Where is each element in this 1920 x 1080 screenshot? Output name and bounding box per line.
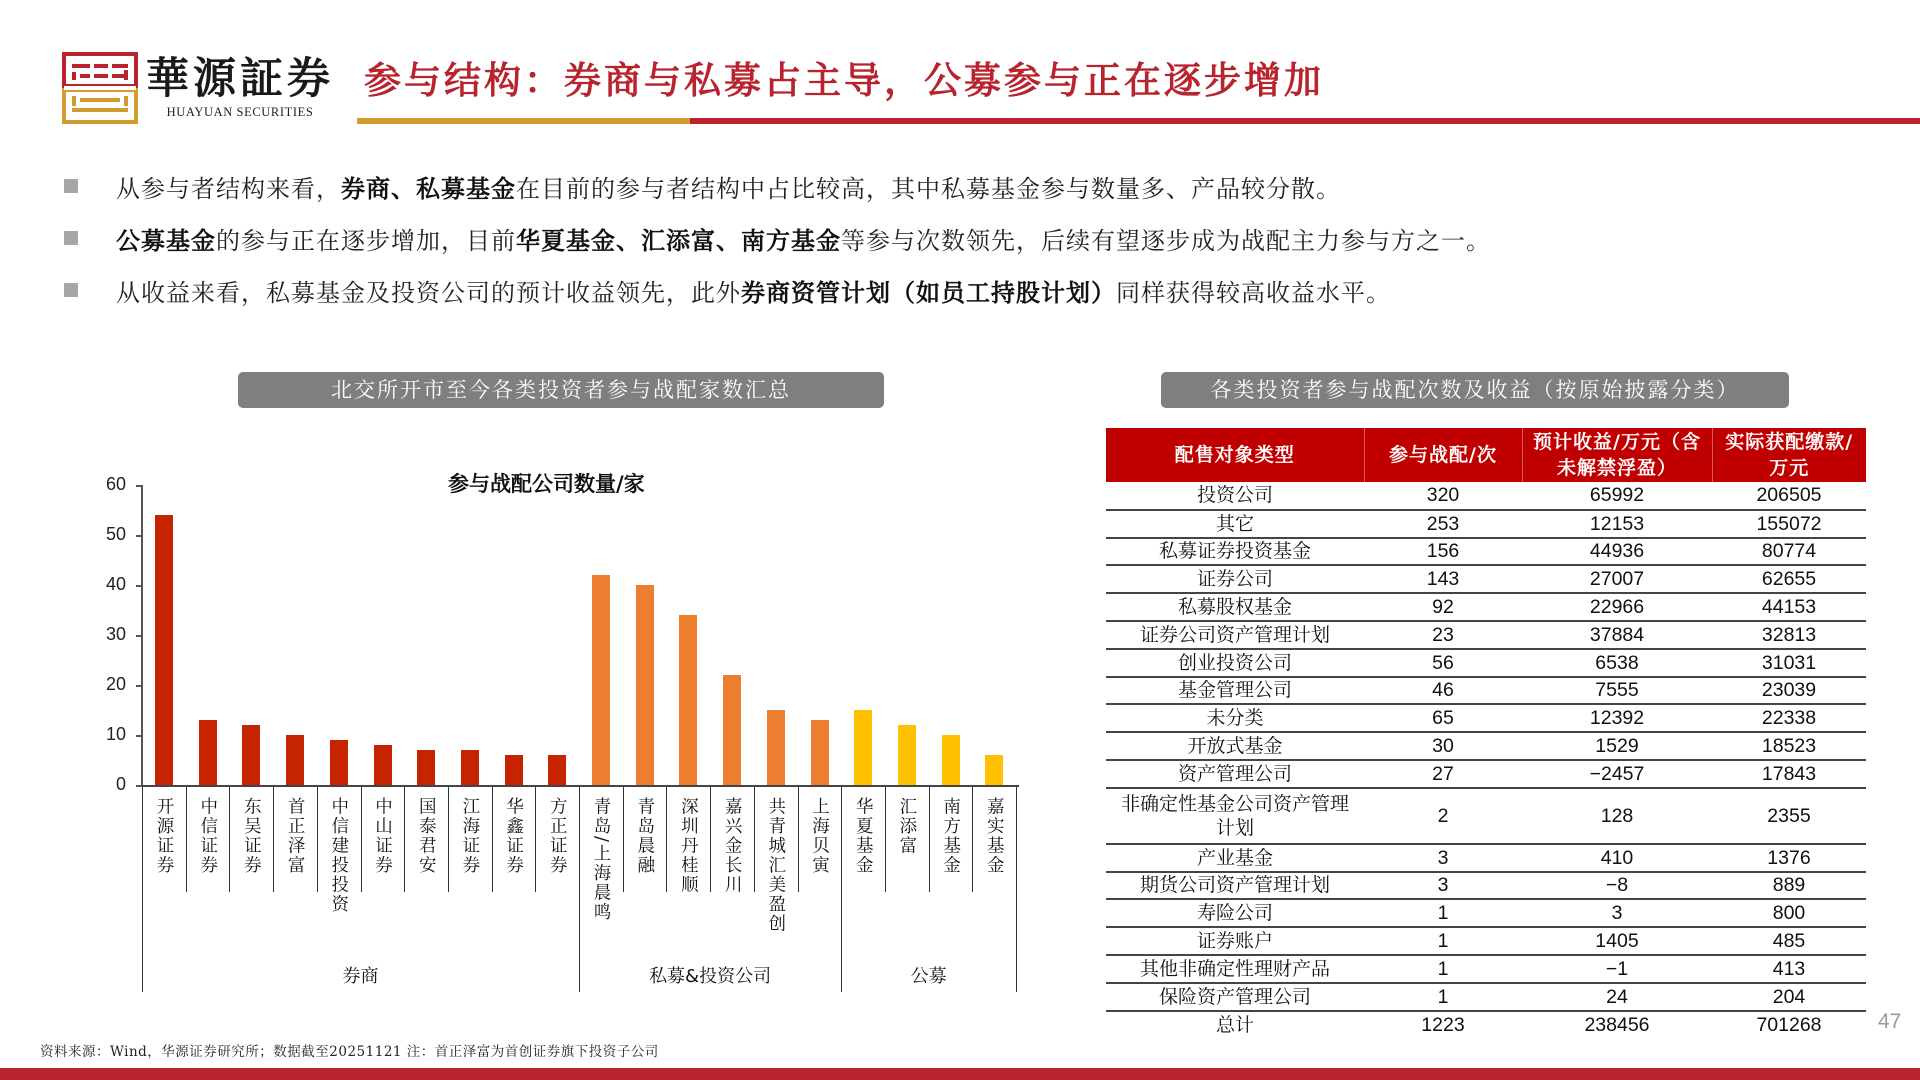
table-row [1106, 621, 1866, 649]
bar [854, 710, 872, 785]
x-category [841, 787, 885, 892]
table-cell: 7555 [1522, 677, 1712, 705]
x-category [448, 787, 492, 892]
table-row [1106, 955, 1866, 983]
x-category [754, 787, 798, 934]
table-cell: 1405 [1522, 927, 1712, 955]
table-cell: 32813 [1712, 621, 1866, 649]
table-cell: 3 [1364, 844, 1522, 872]
x-category [142, 787, 186, 892]
table-cell: 证券公司 [1106, 565, 1364, 593]
bar [417, 750, 435, 785]
group-label: 公募 [910, 966, 947, 987]
column-header: 实际获配缴款/ 万元 [1712, 428, 1866, 482]
bar [374, 745, 392, 785]
x-category [186, 787, 230, 892]
table-row [1106, 565, 1866, 593]
table-cell: 证券公司资产管理计划 [1106, 621, 1364, 649]
table-cell: 12392 [1522, 704, 1712, 732]
table-cell: 非确定性基金公司资产管理计划 [1106, 788, 1364, 844]
x-tick-label: 方正证券 [547, 797, 568, 875]
table-cell: 2 [1364, 788, 1522, 844]
table-row [1106, 1011, 1866, 1039]
bullet-square-icon [64, 231, 78, 245]
table-cell: 其它 [1106, 510, 1364, 538]
bar [811, 720, 829, 785]
x-tick-label: 开源证券 [154, 797, 174, 875]
bar-chart [80, 460, 1020, 1000]
table-cell: 253 [1364, 510, 1522, 538]
table-cell: 总计 [1215, 1013, 1254, 1036]
table-row [1106, 649, 1866, 677]
company-logo-icon [62, 52, 138, 124]
x-tick-label: 中信建投投资 [328, 797, 349, 914]
table-cell: 30 [1364, 732, 1522, 760]
x-tick-label: 国泰君安 [416, 797, 437, 875]
table-cell: 320 [1364, 482, 1522, 510]
table-cell: 80774 [1712, 538, 1866, 566]
x-category [404, 787, 448, 892]
x-category [535, 787, 579, 892]
page-number: 47 [1878, 1010, 1902, 1033]
group-label: 私募&投资公司 [649, 966, 772, 987]
table-row [1106, 593, 1866, 621]
table-cell: 1529 [1522, 732, 1712, 760]
table-cell: 寿险公司 [1106, 899, 1364, 927]
table-cell: 27 [1364, 760, 1522, 788]
table-cell: 24 [1522, 983, 1712, 1011]
table-cell: 1 [1364, 899, 1522, 927]
table-cell: 1 [1364, 983, 1522, 1011]
summary-bullets [64, 160, 1491, 316]
table-row [1106, 677, 1866, 705]
table-cell: 基金管理公司 [1106, 677, 1364, 705]
table-cell: 156 [1364, 538, 1522, 566]
table-cell: 22338 [1712, 704, 1866, 732]
x-category [273, 787, 317, 892]
table-cell: 18523 [1712, 732, 1866, 760]
table-cell: 1223 [1421, 1013, 1465, 1036]
table-cell: 800 [1712, 899, 1866, 927]
table-cell: 485 [1712, 927, 1866, 955]
bar [679, 615, 697, 785]
table-cell: 37884 [1522, 621, 1712, 649]
y-tick-label: 0 [115, 774, 126, 794]
table-cell: 155072 [1712, 510, 1866, 538]
bar [767, 710, 785, 785]
table-cell: 1376 [1712, 844, 1866, 872]
table-cell: 44936 [1522, 538, 1712, 566]
table-row [1106, 760, 1866, 788]
column-header: 预计收益/万元（含 未解禁浮盈） [1522, 428, 1712, 482]
x-category [229, 787, 273, 892]
source-note: 资料来源：Wind，华源证券研究所；数据截至20251121 注：首正泽富为首创证券旗下投资子公司 [40, 1044, 659, 1060]
bullet-item [64, 160, 1491, 212]
y-tick [136, 735, 142, 737]
table-row [1106, 510, 1866, 538]
table-cell: 56 [1364, 649, 1522, 677]
x-tick-label: 汇添富 [896, 797, 917, 856]
table-cell: 未分类 [1106, 704, 1364, 732]
table-cell: 6538 [1522, 649, 1712, 677]
investor-participation-table [1106, 428, 1866, 1038]
table-row [1106, 732, 1866, 760]
table-cell: 17843 [1712, 760, 1866, 788]
bullet-text: 公募基金的参与正在逐步增加，目前华夏基金、汇添富、南方基金等参与次数领先，后续有望逐步成为战配主力参与方之一。 [116, 225, 1491, 255]
bullet-square-icon [64, 179, 78, 193]
x-tick-label: 东吴证券 [241, 797, 262, 875]
table-row [1106, 899, 1866, 927]
table-cell: 22966 [1522, 593, 1712, 621]
x-tick-label: 嘉兴金长川 [722, 797, 743, 895]
x-tick-label: 共青城汇美盈创 [765, 797, 786, 934]
x-tick-label: 青岛/上海晨鸣 [591, 797, 611, 922]
x-category [972, 787, 1016, 892]
y-tick [136, 685, 142, 687]
table-cell: 私募证券投资基金 [1106, 538, 1364, 566]
table-cell: 889 [1712, 872, 1866, 900]
group-label: 券商 [342, 966, 379, 987]
table-row [1106, 844, 1866, 872]
table-cell: 资产管理公司 [1106, 760, 1364, 788]
bar [242, 725, 260, 785]
table-row [1106, 482, 1866, 510]
bar [942, 735, 960, 785]
bar [505, 755, 523, 785]
x-category [623, 787, 667, 892]
x-tick-label: 华夏基金 [853, 797, 874, 875]
table-cell: 46 [1364, 677, 1522, 705]
table-cell: 23 [1364, 621, 1522, 649]
table-cell: 65 [1364, 704, 1522, 732]
table-row [1106, 983, 1866, 1011]
x-tick-label: 首正泽富 [285, 797, 306, 875]
table-cell: 413 [1712, 955, 1866, 983]
bar [548, 755, 566, 785]
table-cell: 创业投资公司 [1106, 649, 1364, 677]
plot-area [142, 485, 1018, 785]
table-cell: 238456 [1584, 1013, 1650, 1036]
table-cell: 12153 [1522, 510, 1712, 538]
table-header-row [1106, 428, 1866, 482]
table-cell: 92 [1364, 593, 1522, 621]
x-tick-label: 南方基金 [940, 797, 961, 875]
x-category [798, 787, 842, 892]
x-tick-label: 中山证券 [372, 797, 393, 875]
column-header: 配售对象类型 [1106, 428, 1364, 482]
table-cell: 证券账户 [1106, 927, 1364, 955]
x-category [361, 787, 405, 892]
table-cell: 206505 [1712, 482, 1866, 510]
logo-english-name: HUAYUAN SECURITIES [166, 105, 314, 119]
table-cell: 私募股权基金 [1106, 593, 1364, 621]
y-tick-label: 20 [105, 674, 126, 694]
bar [286, 735, 304, 785]
x-category [579, 787, 623, 922]
chart-section-banner: 北交所开市至今各类投资者参与战配家数汇总 [238, 372, 884, 408]
header-divider-red [690, 118, 1920, 124]
x-tick-label: 华鑫证券 [503, 797, 524, 875]
group-separator [1016, 787, 1018, 992]
y-tick-label: 60 [105, 474, 126, 494]
table-cell: 31031 [1712, 649, 1866, 677]
logo-chinese-name: 華源証券 [146, 54, 334, 104]
x-tick-label: 上海贝寅 [809, 797, 830, 875]
x-category [666, 787, 710, 895]
table-cell: 1 [1364, 955, 1522, 983]
table-cell: 23039 [1712, 677, 1866, 705]
x-category [492, 787, 536, 892]
x-category [710, 787, 754, 895]
table-row [1106, 927, 1866, 955]
bar [723, 675, 741, 785]
bar [636, 585, 654, 785]
bullet-text: 从参与者结构来看，券商、私募基金在目前的参与者结构中占比较高，其中私募基金参与数量多、产品较分散。 [116, 173, 1341, 203]
table-cell: 1 [1364, 927, 1522, 955]
x-tick-label: 中信证券 [197, 797, 218, 875]
y-tick [136, 535, 142, 537]
x-tick-label: 嘉实基金 [984, 797, 1005, 875]
table-row [1106, 538, 1866, 566]
bar [898, 725, 916, 785]
bar [330, 740, 348, 785]
table-body [1106, 482, 1866, 1038]
table-cell: 44153 [1712, 593, 1866, 621]
bullet-text: 从收益来看，私募基金及投资公司的预计收益领先，此外券商资管计划（如员工持股计划）同样获得较高收益水平。 [116, 277, 1391, 307]
bullet-square-icon [64, 283, 78, 297]
table-cell: 保险资产管理公司 [1106, 983, 1364, 1011]
bullet-item [64, 264, 1491, 316]
table-cell: 62655 [1712, 565, 1866, 593]
table-row [1106, 788, 1866, 844]
table-cell: 3 [1364, 872, 1522, 900]
table-cell: 3 [1522, 899, 1712, 927]
x-category [317, 787, 361, 914]
y-tick [136, 635, 142, 637]
table-cell: 204 [1712, 983, 1866, 1011]
table-cell: 投资公司 [1106, 482, 1364, 510]
table-row [1106, 872, 1866, 900]
y-tick-label: 50 [105, 524, 126, 544]
header-divider-gold [357, 118, 690, 124]
table-row [1106, 704, 1866, 732]
bar [199, 720, 217, 785]
y-tick-label: 30 [105, 624, 126, 644]
table-cell: −8 [1522, 872, 1712, 900]
table-cell: 701268 [1756, 1013, 1822, 1036]
table-cell: −1 [1522, 955, 1712, 983]
table-section-banner: 各类投资者参与战配次数及收益（按原始披露分类） [1161, 372, 1789, 408]
table-cell: 410 [1522, 844, 1712, 872]
table-cell: 27007 [1522, 565, 1712, 593]
page-title: 参与结构：券商与私募占主导，公募参与正在逐步增加 [364, 58, 1324, 102]
table-cell: 期货公司资产管理计划 [1106, 872, 1364, 900]
y-tick [136, 485, 142, 487]
table-cell: 2355 [1712, 788, 1866, 844]
y-tick [136, 585, 142, 587]
table-cell: 143 [1364, 565, 1522, 593]
table-cell: 产业基金 [1106, 844, 1364, 872]
y-tick-label: 40 [105, 574, 126, 594]
table-cell: 其他非确定性理财产品 [1106, 955, 1364, 983]
company-logo [146, 52, 334, 120]
x-category [929, 787, 973, 892]
bar [592, 575, 610, 785]
x-tick-label: 深圳丹桂顺 [678, 797, 699, 895]
x-tick-label: 江海证券 [459, 797, 480, 875]
table-cell: −2457 [1522, 760, 1712, 788]
chart-title: 参与战配公司数量/家 [448, 472, 645, 496]
bar [985, 755, 1003, 785]
x-tick-label: 青岛晨融 [634, 797, 655, 875]
x-category [885, 787, 929, 892]
table-cell: 128 [1522, 788, 1712, 844]
footer-bar [0, 1068, 1920, 1080]
y-tick-label: 10 [105, 724, 126, 744]
table-cell: 开放式基金 [1106, 732, 1364, 760]
bullet-item [64, 212, 1491, 264]
bar [155, 515, 173, 785]
table-cell: 65992 [1522, 482, 1712, 510]
bar [461, 750, 479, 785]
column-header: 参与战配/次 [1364, 428, 1522, 482]
